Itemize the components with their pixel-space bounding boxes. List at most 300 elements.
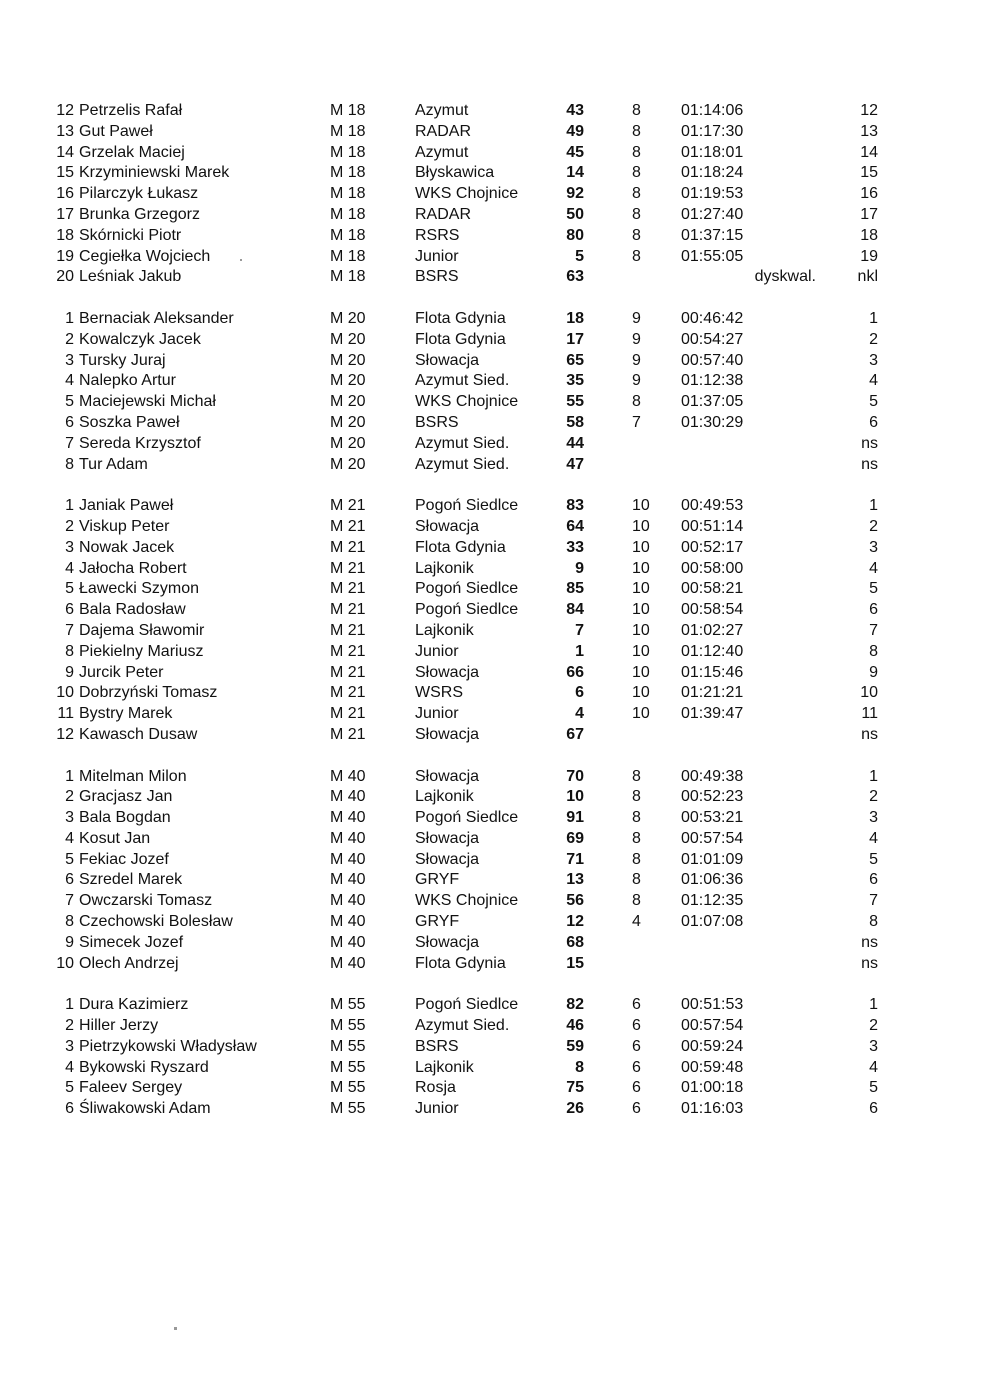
- club-cell: RSRS: [415, 226, 460, 244]
- start-number-cell: 49: [566, 122, 584, 140]
- time-cell: 00:58:00: [681, 559, 744, 577]
- place-cell: 1: [869, 497, 878, 515]
- result-row: [0, 455, 1000, 476]
- result-row: [0, 704, 1000, 725]
- checkpoints-cell: 10: [632, 580, 650, 598]
- time-cell: 00:52:17: [681, 538, 744, 556]
- place-cell: 2: [869, 330, 878, 348]
- start-number-cell: 63: [566, 268, 584, 286]
- category-cell: M 55: [330, 1079, 366, 1097]
- club-cell: RADAR: [415, 122, 472, 140]
- place-cell: 9: [869, 663, 878, 681]
- checkpoints-cell: 8: [632, 788, 641, 806]
- result-row: [0, 1078, 1000, 1099]
- result-row: [0, 184, 1000, 205]
- category-cell: M 40: [330, 788, 366, 806]
- club-cell: Pogoń Siedlce: [415, 601, 519, 619]
- position-cell: 2: [65, 788, 74, 806]
- result-row: [0, 870, 1000, 891]
- position-cell: 6: [65, 413, 74, 431]
- result-row: [0, 101, 1000, 122]
- position-cell: 7: [65, 434, 74, 452]
- name-cell: Viskup Peter: [79, 517, 170, 535]
- result-row: [0, 434, 1000, 455]
- name-cell: Brunka Grzegorz: [79, 205, 200, 223]
- time-cell: 01:37:05: [681, 393, 744, 411]
- time-cell: 01:14:06: [681, 102, 744, 119]
- place-cell: 11: [861, 705, 878, 723]
- result-row: [0, 517, 1000, 538]
- position-cell: 19: [56, 247, 74, 265]
- name-cell: Gracjasz Jan: [79, 788, 173, 806]
- checkpoints-cell: 10: [632, 621, 650, 639]
- result-row: [0, 850, 1000, 871]
- position-cell: 12: [56, 102, 74, 119]
- category-cell: M 40: [330, 954, 366, 972]
- result-row: [0, 663, 1000, 684]
- place-cell: 2: [869, 517, 878, 535]
- time-cell: 01:27:40: [681, 205, 744, 223]
- place-cell: 7: [869, 892, 878, 910]
- club-cell: Pogoń Siedlce: [415, 996, 519, 1014]
- result-row: [0, 309, 1000, 330]
- start-number-cell: 10: [566, 788, 584, 806]
- name-cell: Czechowski Bolesław: [79, 913, 233, 931]
- position-cell: 3: [65, 538, 74, 556]
- name-cell: Ławecki Szymon: [79, 580, 200, 598]
- start-number-cell: 55: [566, 393, 584, 411]
- club-cell: Flota Gdynia: [415, 538, 506, 556]
- checkpoints-cell: 6: [632, 1017, 641, 1035]
- place-cell: 4: [869, 559, 878, 577]
- name-cell: Jurcik Peter: [79, 663, 164, 681]
- result-row: [0, 600, 1000, 621]
- name-cell: Tursky Juraj: [79, 351, 166, 369]
- checkpoints-cell: 8: [632, 143, 641, 161]
- checkpoints-cell: 10: [632, 642, 650, 660]
- start-number-cell: 84: [566, 601, 584, 619]
- start-number-cell: 43: [566, 102, 584, 119]
- position-cell: 9: [65, 933, 74, 951]
- checkpoints-cell: 9: [632, 309, 641, 327]
- club-cell: Flota Gdynia: [415, 954, 506, 972]
- result-row: [0, 392, 1000, 413]
- club-cell: WKS Chojnice: [415, 393, 519, 411]
- club-cell: Słowacja: [415, 725, 480, 743]
- category-cell: M 20: [330, 330, 366, 348]
- club-cell: BSRS: [415, 268, 459, 286]
- position-cell: 2: [65, 1017, 74, 1035]
- checkpoints-cell: 6: [632, 1058, 641, 1076]
- result-row: [0, 767, 1000, 788]
- start-number-cell: 14: [566, 164, 584, 182]
- club-cell: Błyskawica: [415, 164, 495, 182]
- start-number-cell: 85: [566, 580, 584, 598]
- name-cell: Krzyminiewski Marek: [79, 164, 230, 182]
- category-cell: M 21: [330, 684, 366, 702]
- start-number-cell: 65: [566, 351, 584, 369]
- position-cell: 8: [65, 642, 74, 660]
- name-cell: Faleev Sergey: [79, 1079, 183, 1097]
- category-cell: M 18: [330, 247, 366, 265]
- scan-speck: [174, 1327, 177, 1330]
- time-cell: 01:12:40: [681, 642, 744, 660]
- start-number-cell: 92: [566, 185, 584, 203]
- name-cell: Jałocha Robert: [79, 559, 187, 577]
- club-cell: Pogoń Siedlce: [415, 580, 519, 598]
- club-cell: Rosja: [415, 1079, 456, 1097]
- club-cell: Flota Gdynia: [415, 330, 506, 348]
- name-cell: Skórnicki Piotr: [79, 226, 182, 244]
- time-cell: 00:49:38: [681, 767, 744, 785]
- name-cell: Pilarczyk Łukasz: [79, 185, 199, 203]
- club-cell: Lajkonik: [415, 621, 474, 639]
- start-number-cell: 82: [566, 996, 584, 1014]
- time-cell: 01:30:29: [681, 413, 744, 431]
- club-cell: RADAR: [415, 205, 472, 223]
- start-number-cell: 83: [566, 497, 584, 515]
- place-cell: 5: [869, 393, 878, 411]
- position-cell: 13: [56, 122, 74, 140]
- name-cell: Tur Adam: [79, 455, 148, 473]
- start-number-cell: 91: [566, 809, 584, 827]
- category-cell: M 40: [330, 913, 366, 931]
- checkpoints-cell: 6: [632, 1037, 641, 1055]
- name-cell: Nalepko Artur: [79, 372, 176, 390]
- result-row: [0, 351, 1000, 372]
- checkpoints-cell: 8: [632, 850, 641, 868]
- place-cell: 13: [860, 122, 878, 140]
- place-cell: ns: [861, 455, 878, 473]
- position-cell: 10: [56, 684, 74, 702]
- start-number-cell: 17: [566, 330, 584, 348]
- place-cell: 12: [860, 102, 878, 119]
- result-row: [0, 267, 1000, 288]
- checkpoints-cell: 7: [632, 413, 641, 431]
- club-cell: Azymut: [415, 102, 469, 119]
- time-cell: 00:51:53: [681, 996, 744, 1014]
- checkpoints-cell: 10: [632, 517, 650, 535]
- category-cell: M 18: [330, 102, 366, 119]
- result-row: [0, 1016, 1000, 1037]
- position-cell: 4: [65, 1058, 74, 1076]
- position-cell: 2: [65, 330, 74, 348]
- position-cell: 6: [65, 1100, 74, 1118]
- name-cell: Nowak Jacek: [79, 538, 175, 556]
- club-cell: Słowacja: [415, 517, 480, 535]
- start-number-cell: 50: [566, 205, 584, 223]
- time-cell: 01:07:08: [681, 913, 744, 931]
- name-cell: Petrzelis Rafał: [79, 102, 183, 119]
- checkpoints-cell: 8: [632, 102, 641, 119]
- start-number-cell: 26: [566, 1100, 584, 1118]
- start-number-cell: 33: [566, 538, 584, 556]
- name-cell: Hiller Jerzy: [79, 1017, 159, 1035]
- name-cell: Grzelak Maciej: [79, 143, 185, 161]
- name-cell: Fekiac Jozef: [79, 850, 169, 868]
- name-cell: Bala Bogdan: [79, 809, 171, 827]
- name-cell: Maciejewski Michał: [79, 393, 216, 411]
- place-cell: ns: [861, 954, 878, 972]
- club-cell: Azymut Sied.: [415, 1017, 510, 1035]
- category-cell: M 40: [330, 809, 366, 827]
- club-cell: Pogoń Siedlce: [415, 809, 519, 827]
- name-cell: Owczarski Tomasz: [79, 892, 213, 910]
- result-row: [0, 330, 1000, 351]
- start-number-cell: 59: [566, 1037, 584, 1055]
- place-cell: 2: [869, 1017, 878, 1035]
- club-cell: Junior: [415, 247, 459, 265]
- scan-speck: [240, 259, 242, 261]
- position-cell: 7: [65, 621, 74, 639]
- name-cell: Bykowski Ryszard: [79, 1058, 209, 1076]
- name-cell: Mitelman Milon: [79, 767, 187, 785]
- club-cell: BSRS: [415, 413, 459, 431]
- time-cell: 01:18:01: [681, 143, 744, 161]
- name-cell: Olech Andrzej: [79, 954, 179, 972]
- position-cell: 7: [65, 892, 74, 910]
- name-cell: Simecek Jozef: [79, 933, 184, 951]
- checkpoints-cell: 4: [632, 913, 641, 931]
- result-row: [0, 725, 1000, 746]
- category-cell: M 55: [330, 1058, 366, 1076]
- club-cell: WKS Chojnice: [415, 892, 519, 910]
- place-cell: 2: [869, 788, 878, 806]
- result-row: [0, 787, 1000, 808]
- start-number-cell: 1: [575, 642, 584, 660]
- start-number-cell: 64: [566, 517, 584, 535]
- name-cell: Sereda Krzysztof: [79, 434, 201, 452]
- category-cell: M 55: [330, 1017, 366, 1035]
- result-row: [0, 371, 1000, 392]
- name-cell: Pietrzykowski Władysław: [79, 1037, 257, 1055]
- start-number-cell: 56: [566, 892, 584, 910]
- place-cell: 18: [860, 226, 878, 244]
- time-cell: 01:15:46: [681, 663, 744, 681]
- time-cell: dyskwal.: [754, 268, 816, 286]
- time-cell: 01:55:05: [681, 247, 744, 265]
- start-number-cell: 35: [566, 372, 584, 390]
- time-cell: 01:12:38: [681, 372, 744, 390]
- result-row: [0, 954, 1000, 975]
- checkpoints-cell: 8: [632, 393, 641, 411]
- time-cell: 00:46:42: [681, 309, 744, 327]
- category-cell: M 20: [330, 309, 366, 327]
- category-cell: M 21: [330, 705, 366, 723]
- result-row: [0, 1037, 1000, 1058]
- time-cell: 00:53:21: [681, 809, 744, 827]
- place-cell: 1: [869, 767, 878, 785]
- category-cell: M 55: [330, 1100, 366, 1118]
- place-cell: 17: [860, 205, 878, 223]
- category-group-m21: [0, 496, 1000, 746]
- club-cell: Azymut: [415, 143, 469, 161]
- time-cell: 00:52:23: [681, 788, 744, 806]
- start-number-cell: 58: [566, 413, 584, 431]
- checkpoints-cell: 10: [632, 559, 650, 577]
- start-number-cell: 18: [566, 309, 584, 327]
- place-cell: 5: [869, 580, 878, 598]
- place-cell: 10: [860, 684, 878, 702]
- category-cell: M 20: [330, 455, 366, 473]
- time-cell: 00:57:40: [681, 351, 744, 369]
- position-cell: 1: [65, 767, 74, 785]
- position-cell: 17: [56, 205, 74, 223]
- position-cell: 8: [65, 913, 74, 931]
- place-cell: 1: [869, 996, 878, 1014]
- checkpoints-cell: 10: [632, 601, 650, 619]
- position-cell: 16: [56, 185, 74, 203]
- position-cell: 9: [65, 663, 74, 681]
- time-cell: 00:59:48: [681, 1058, 744, 1076]
- club-cell: Junior: [415, 642, 459, 660]
- club-cell: Flota Gdynia: [415, 309, 506, 327]
- time-cell: 00:57:54: [681, 829, 744, 847]
- time-cell: 01:17:30: [681, 122, 744, 140]
- category-cell: M 40: [330, 871, 366, 889]
- place-cell: 6: [869, 601, 878, 619]
- time-cell: 01:00:18: [681, 1079, 744, 1097]
- checkpoints-cell: 8: [632, 809, 641, 827]
- checkpoints-cell: 10: [632, 538, 650, 556]
- result-row: [0, 559, 1000, 580]
- start-number-cell: 45: [566, 143, 584, 161]
- category-cell: M 40: [330, 933, 366, 951]
- category-cell: M 18: [330, 185, 366, 203]
- club-cell: Lajkonik: [415, 559, 474, 577]
- club-cell: Junior: [415, 1100, 459, 1118]
- start-number-cell: 5: [575, 247, 584, 265]
- time-cell: 01:16:03: [681, 1100, 744, 1118]
- club-cell: Azymut Sied.: [415, 434, 510, 452]
- time-cell: 01:37:15: [681, 226, 744, 244]
- time-cell: 01:12:35: [681, 892, 744, 910]
- result-row: [0, 226, 1000, 247]
- category-cell: M 21: [330, 538, 366, 556]
- position-cell: 1: [65, 497, 74, 515]
- place-cell: 8: [869, 642, 878, 660]
- place-cell: 4: [869, 372, 878, 390]
- club-cell: WKS Chojnice: [415, 185, 519, 203]
- category-group-m55: [0, 995, 1000, 1120]
- result-row: [0, 642, 1000, 663]
- checkpoints-cell: 10: [632, 684, 650, 702]
- result-row: [0, 163, 1000, 184]
- time-cell: 00:49:53: [681, 497, 744, 515]
- results-sheet: [0, 101, 1000, 1141]
- category-cell: M 55: [330, 996, 366, 1014]
- result-row: [0, 683, 1000, 704]
- result-row: [0, 808, 1000, 829]
- category-cell: M 40: [330, 850, 366, 868]
- place-cell: 3: [869, 538, 878, 556]
- club-cell: Lajkonik: [415, 1058, 474, 1076]
- category-cell: M 40: [330, 892, 366, 910]
- position-cell: 2: [65, 517, 74, 535]
- category-cell: M 18: [330, 205, 366, 223]
- result-row: [0, 247, 1000, 268]
- position-cell: 20: [56, 268, 74, 286]
- category-cell: M 21: [330, 601, 366, 619]
- checkpoints-cell: 9: [632, 372, 641, 390]
- place-cell: 3: [869, 809, 878, 827]
- position-cell: 5: [65, 580, 74, 598]
- category-cell: M 18: [330, 143, 366, 161]
- category-cell: M 21: [330, 642, 366, 660]
- club-cell: BSRS: [415, 1037, 459, 1055]
- place-cell: 6: [869, 1100, 878, 1118]
- position-cell: 12: [56, 725, 74, 743]
- result-row: [0, 1058, 1000, 1079]
- category-cell: M 21: [330, 725, 366, 743]
- start-number-cell: 68: [566, 933, 584, 951]
- start-number-cell: 6: [575, 684, 584, 702]
- category-cell: M 55: [330, 1037, 366, 1055]
- checkpoints-cell: 6: [632, 1100, 641, 1118]
- place-cell: 4: [869, 1058, 878, 1076]
- start-number-cell: 13: [566, 871, 584, 889]
- time-cell: 00:59:24: [681, 1037, 744, 1055]
- checkpoints-cell: 10: [632, 497, 650, 515]
- place-cell: 5: [869, 1079, 878, 1097]
- name-cell: Śliwakowski Adam: [79, 1100, 211, 1118]
- category-cell: M 18: [330, 268, 366, 286]
- place-cell: 3: [869, 1037, 878, 1055]
- position-cell: 4: [65, 559, 74, 577]
- time-cell: 01:39:47: [681, 705, 744, 723]
- time-cell: 00:51:14: [681, 517, 744, 535]
- place-cell: 14: [860, 143, 878, 161]
- result-row: [0, 891, 1000, 912]
- club-cell: Pogoń Siedlce: [415, 497, 519, 515]
- start-number-cell: 8: [575, 1058, 584, 1076]
- checkpoints-cell: 8: [632, 767, 641, 785]
- club-cell: Słowacja: [415, 663, 480, 681]
- category-cell: M 18: [330, 164, 366, 182]
- club-cell: Azymut Sied.: [415, 372, 510, 390]
- start-number-cell: 71: [566, 850, 584, 868]
- result-row: [0, 205, 1000, 226]
- checkpoints-cell: 8: [632, 871, 641, 889]
- position-cell: 8: [65, 455, 74, 473]
- result-row: [0, 912, 1000, 933]
- checkpoints-cell: 10: [632, 663, 650, 681]
- position-cell: 6: [65, 601, 74, 619]
- category-cell: M 21: [330, 497, 366, 515]
- time-cell: 01:18:24: [681, 164, 744, 182]
- checkpoints-cell: 9: [632, 330, 641, 348]
- result-row: [0, 538, 1000, 559]
- time-cell: 01:02:27: [681, 621, 744, 639]
- club-cell: Słowacja: [415, 850, 480, 868]
- place-cell: ns: [861, 725, 878, 743]
- place-cell: 8: [869, 913, 878, 931]
- start-number-cell: 69: [566, 829, 584, 847]
- checkpoints-cell: 8: [632, 892, 641, 910]
- result-row: [0, 143, 1000, 164]
- result-row: [0, 122, 1000, 143]
- name-cell: Dajema Sławomir: [79, 621, 205, 639]
- club-cell: Słowacja: [415, 933, 480, 951]
- checkpoints-cell: 10: [632, 705, 650, 723]
- position-cell: 5: [65, 850, 74, 868]
- checkpoints-cell: 8: [632, 122, 641, 140]
- category-cell: M 20: [330, 434, 366, 452]
- place-cell: 16: [860, 185, 878, 203]
- category-cell: M 20: [330, 393, 366, 411]
- name-cell: Gut Paweł: [79, 122, 153, 140]
- name-cell: Bystry Marek: [79, 705, 173, 723]
